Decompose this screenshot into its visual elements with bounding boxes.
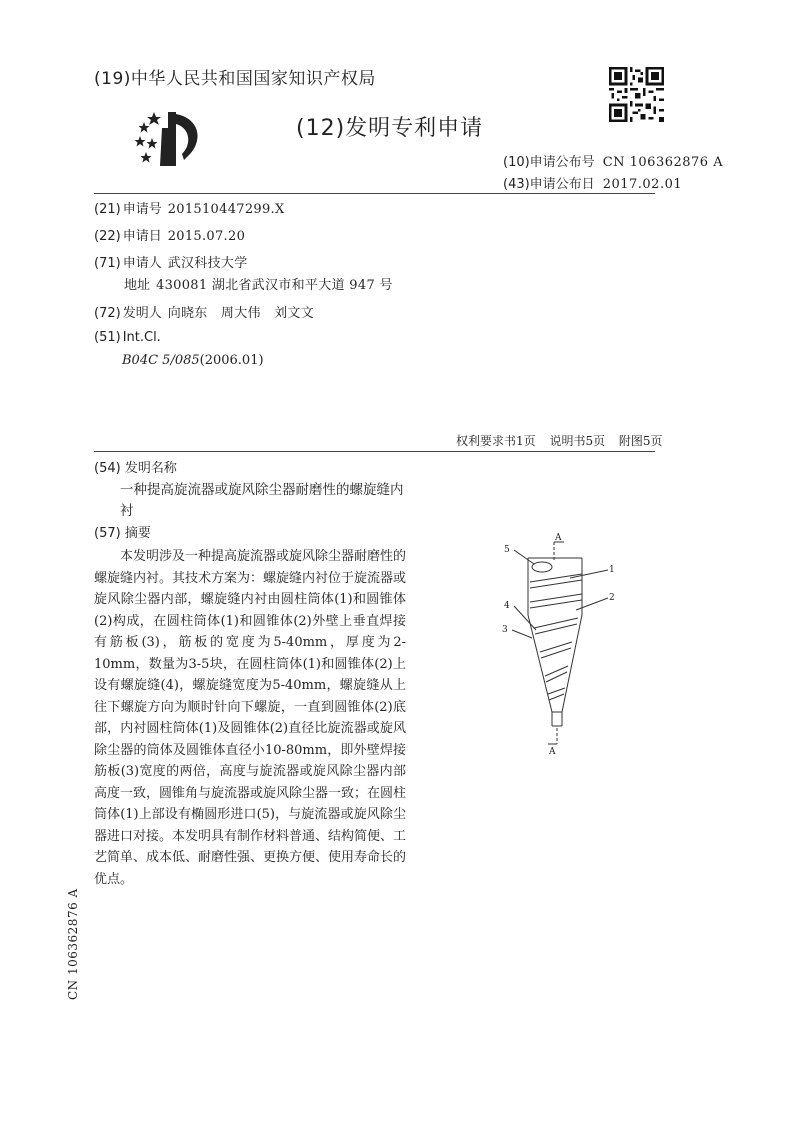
applicant-value: 武汉科技大学	[167, 256, 248, 271]
section-label-bottom: A	[549, 747, 556, 757]
cnipa-logo	[132, 108, 212, 170]
drawing-label-4: 4	[504, 601, 510, 611]
section-code: (54)	[94, 461, 121, 476]
invention-title: 一种提高旋流器或旋风除尘器耐磨性的螺旋缝内衬	[120, 482, 404, 519]
body-divider	[94, 451, 655, 452]
drawing-label-1: 1	[609, 565, 615, 575]
abstract-text: 本发明涉及一种提高旋流器或旋风除尘器耐磨性的螺旋缝内衬。其技术方案为：螺旋缝内衬位于旋流器或旋风除尘器内部，螺旋缝内衬由圆柱筒体(1)和圆锥体(2)构成，在圆柱筒体(1)和圆锥体(2)外壁上垂直焊接有筋板(3)，筋板的宽度为5-40mm，厚度为2-10mm，数量为3-5块，在圆柱筒体(1)和圆锥体(2)上设有螺旋缝(4)，螺旋缝宽度为5-40mm，螺旋缝从上往下螺旋方向为顺时针向下螺旋，一直到圆锥体(2)底部，内衬圆柱筒体(1)及圆锥体(2)直径比旋流器或旋风除尘器的筒体及圆锥体直径小10-80mm，即外壁焊接筋板(3)宽度的两倍，高度与旋流器或旋风除尘器内部高度一致，圆锥角与旋流器或旋风除尘器一致；在圆柱筒体(1)上部设有椭圆形进口(5)，与旋流器或旋风除尘器进口对接。本发明具有制作材料普通、结构简便、工艺简单、成本低、耐磨性强、更换方便、使用寿命长的优点。	[94, 549, 407, 887]
field-code: (72)	[94, 306, 121, 321]
title-section-heading	[94, 457, 177, 476]
int-cl-field	[94, 330, 161, 345]
publication-date-label: (43)申请公布日	[503, 177, 595, 192]
field-name: 申请日	[122, 229, 162, 244]
ipc-class: B04C 5/085	[122, 353, 200, 368]
application-date-field	[94, 225, 245, 244]
publication-number-label: (10)申请公布号	[503, 155, 595, 170]
field-name: 发明人	[122, 306, 162, 321]
abstract-drawing	[490, 530, 620, 760]
header-divider	[94, 193, 655, 194]
application-number-value: 201510447299.X	[167, 202, 285, 217]
section-code: (57)	[94, 526, 121, 541]
publication-date-value: 2017.02.01	[602, 177, 683, 192]
field-name: 申请号	[122, 202, 162, 217]
patent-office-header: (19)中华人民共和国国家知识产权局	[94, 69, 376, 89]
drawing-label-2: 2	[609, 593, 615, 603]
section-name: 发明名称	[124, 461, 177, 476]
section-label-top: A	[555, 533, 562, 543]
document-type-title: (12)发明专利申请	[296, 116, 484, 141]
page-counts: 权利要求书1页 说明书5页 附图5页	[456, 434, 663, 448]
section-name: 摘要	[124, 526, 151, 541]
drawing-label-3: 3	[502, 625, 508, 635]
int-cl-class-row	[122, 353, 264, 368]
publication-date-row	[503, 173, 682, 192]
application-date-value: 2015.07.20	[167, 229, 246, 244]
field-name: 地址	[124, 278, 151, 293]
inventors-value: 向晓东 周大伟 刘文文	[167, 306, 315, 321]
qr-code	[609, 67, 664, 122]
field-code: (51)	[94, 330, 121, 345]
applicant-field	[94, 252, 248, 271]
publication-number-row	[503, 151, 723, 170]
drawing-label-5: 5	[504, 545, 510, 555]
publication-number-value: CN 106362876 A	[602, 155, 724, 170]
abstract-heading	[94, 522, 151, 541]
ipc-version: (2006.01)	[199, 353, 264, 368]
field-code: (71)	[94, 256, 121, 271]
address-field	[122, 274, 393, 293]
side-document-id: CN 106362876 A	[66, 888, 80, 1000]
address-value: 430081 湖北省武汉市和平大道 947 号	[156, 278, 393, 293]
inventors-field	[94, 302, 314, 321]
field-code: (21)	[94, 202, 121, 217]
field-code: (22)	[94, 229, 121, 244]
application-number-field	[94, 198, 285, 217]
field-name: 申请人	[122, 256, 162, 271]
field-name: Int.Cl.	[122, 330, 161, 345]
